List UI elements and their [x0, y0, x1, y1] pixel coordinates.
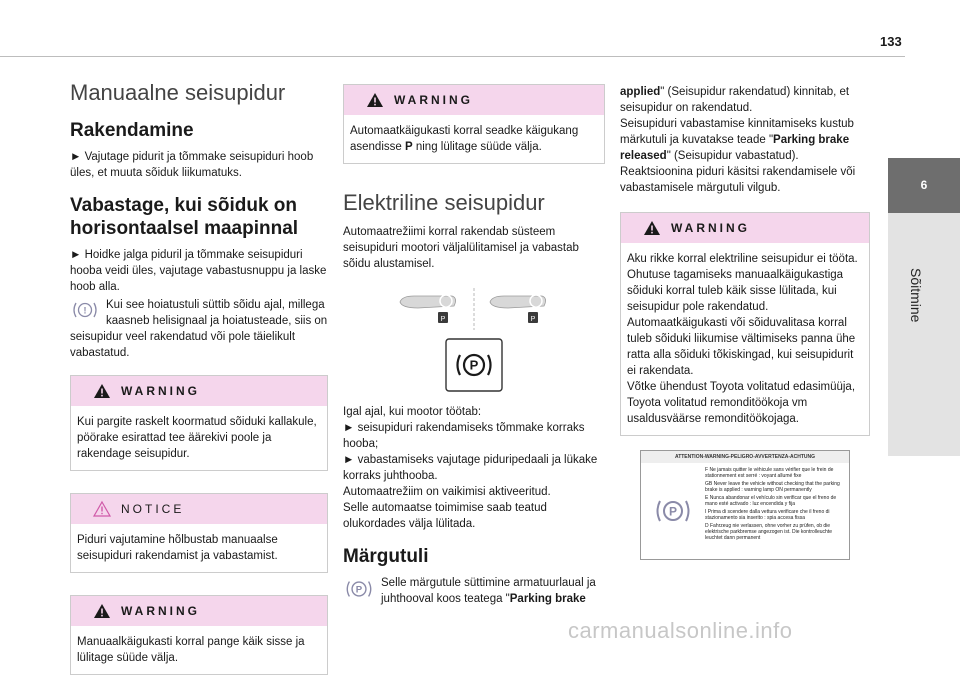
- svg-text:P: P: [355, 584, 363, 596]
- warning-label: WARNING: [121, 383, 200, 398]
- column-3: [620, 84, 870, 560]
- parking-brake-warning-icon: [70, 299, 100, 321]
- text-warning-light: Kui see hoiatustuli süttib sõidu ajal, millega kaasneb helisignaal ja hoiatusteade, siis on seisupidur veel rakendatud või pole täielikult vabastatud.: [70, 298, 328, 359]
- warning-text-automatic: Automaatkäigukasti korral seadke käigukang asendisse P ning lülitage süüde välja.: [350, 125, 579, 153]
- svg-text:P: P: [440, 316, 446, 324]
- warning-text-slope: Kui pargite raskelt koormatud sõiduki kallakule, pöörake esirattad tee äärekivi poole ja rakendage seisupidur.: [77, 415, 317, 460]
- page-number: 133: [880, 34, 902, 49]
- label-card-heading: ATTENTION-WARNING-PELIGRO-AVVERTENZA-ACHTUNG: [641, 451, 849, 463]
- label-card-line: F Ne jamais quitter le véhicule sans vérifier que le frein de stationnement est serré : voyant allumé fixe: [705, 467, 834, 479]
- text-level-ground: ► Hoidke jalga piduril ja tõmmake seisupiduri hooba veidi üles, vajutage vabastusnuppu ja laske hoob alla.: [70, 248, 327, 293]
- svg-text:P: P: [469, 357, 479, 373]
- header-rule: [0, 56, 905, 57]
- warning-triangle-icon: [643, 220, 661, 236]
- heading-apply: Rakendamine: [70, 120, 194, 142]
- label-card-line: I Prima di scendere dalla vettura verificare che il freno di stazionamento sia inserito : spia accesa fissa: [705, 509, 830, 521]
- warning-header: [71, 596, 327, 626]
- parking-brake-label-icon: [651, 491, 695, 531]
- chapter-number-tab[interactable]: 6: [888, 158, 960, 213]
- warning-box-manual-gear: [70, 595, 328, 675]
- parking-brake-button-icon: [445, 338, 503, 392]
- parking-lever-illustration-icon: [394, 286, 554, 332]
- warning-header: [344, 85, 604, 115]
- warning-text-manual-gear: Manuaalkäigukasti korral pange käik sisse ja lülitage süüde välja.: [77, 635, 305, 664]
- label-card-line: GB Never leave the vehicle without checking that the parking brake is applied : warning lamp ON permanently: [705, 481, 840, 493]
- heading-indicator: Märgutuli: [343, 546, 429, 568]
- text-engine-running: Igal ajal, kui mootor töötab: ► seisupiduri rakendamiseks tõmmake korraks hooba; ► vabastamiseks vajutage piduripedaali ja lükake korraks juhthooba. Automaatrežiim on vaikimisi aktiveeritud. Selle automaatse toimimise saab teatud olukordades välja lülitada.: [343, 406, 598, 531]
- label-card-lines: [705, 467, 845, 543]
- text-auto-mode: Automaatrežiimi korral rakendab süsteem seisupiduri mootori väljalülitamisel ja vabastab sõidu alustamisel.: [343, 226, 579, 271]
- warning-label: WARNING: [121, 603, 200, 618]
- lever-illustration: [343, 286, 605, 332]
- column-1: [70, 80, 328, 675]
- warning-box-battery: [620, 212, 870, 436]
- chapter-label-tab[interactable]: [888, 213, 960, 456]
- indicator-paragraph: [343, 575, 605, 607]
- text-indicator: Selle märgutule süttimine armatuurlaual ja juhthooval koos teatega "Parking brake: [381, 577, 596, 606]
- warning-box-automatic: [343, 84, 605, 164]
- svg-text:P: P: [530, 316, 536, 324]
- heading-level-ground: Vabastage, kui sõiduk on horisontaalsel maapinnal: [70, 195, 299, 239]
- section-title-electric-brake: Elektriline seisupidur: [343, 190, 545, 215]
- label-card-line: E Nunca abandonar el vehículo sin verificar que el freno de mano esté activado : luz encendida y fija: [705, 495, 837, 507]
- notice-text: Piduri vajutamine hõlbustab manuaalse seisupiduri rakendamist ja vabastamist.: [77, 533, 278, 562]
- notice-box: [70, 493, 328, 573]
- warning-label: WARNING: [394, 93, 473, 107]
- notice-header: [71, 494, 327, 524]
- notice-triangle-icon: [93, 501, 111, 517]
- warning-label: WARNING: [671, 221, 750, 235]
- label-card-line: D Fahrzeug nie verlassen, ohne vorher zu prüfen, ob die elektrische parkbremse angezogen ist. Die kontrolleuchte leuchtet dann permanent: [705, 523, 833, 541]
- chapter-label: Sõitmine: [908, 268, 924, 323]
- warning-triangle-icon: [93, 603, 111, 619]
- parking-indicator-icon: [343, 577, 375, 601]
- watermark: carmanualsonline.info: [568, 618, 793, 643]
- warning-triangle-icon: [366, 92, 384, 108]
- section-title-manual-brake: Manuaalne seisupidur: [70, 80, 286, 105]
- warning-header: [621, 213, 869, 243]
- parking-button-illustration: [343, 338, 605, 392]
- warning-light-paragraph: [70, 297, 328, 361]
- warning-header: [71, 376, 327, 406]
- svg-text:P: P: [668, 504, 678, 519]
- warning-text-battery: Aku rikke korral elektriline seisupidur ei tööta. Ohutuse tagamiseks manuaalkäigukastiga sõiduki korral tuleb käik sisse lülitada, kui seisupidur pole rakendatud. Automaatkäigukasti või sõiduvalitasa korral tuleb sõiduki liikumise vältimiseks panna ühe ratta alla sõiduki tõkiskingad, kui seisupidurit ei rakendata. Võtke ühendust Toyota volitatud edasimüüja, Toyota volitatud remonditöökoja vm usaldusväärse remonditöökojaga.: [627, 253, 858, 425]
- warning-box-slope: [70, 375, 328, 471]
- notice-label: NOTICE: [121, 501, 185, 516]
- attention-label-card: [640, 450, 850, 560]
- text-indicator-continued: applied" (Seisupidur rakendatud) kinnitab, et seisupidur on rakendatud. Seisupiduri vabastamise kinnitamiseks kustub märkutuli ja kuvatakse teade "Parking brake released" (Seisupidur vabastatud). Reaktsioonina piduri käsitsi rakendamisele või vabastamisele märgutuli vilgub.: [620, 86, 856, 194]
- column-2: [343, 84, 605, 607]
- warning-triangle-icon: [93, 383, 111, 399]
- text-apply: ► Vajutage pidurit ja tõmmake seisupiduri hoob üles, et muuta sõiduk liikumatuks.: [70, 151, 314, 180]
- svg-text:!: !: [83, 305, 87, 316]
